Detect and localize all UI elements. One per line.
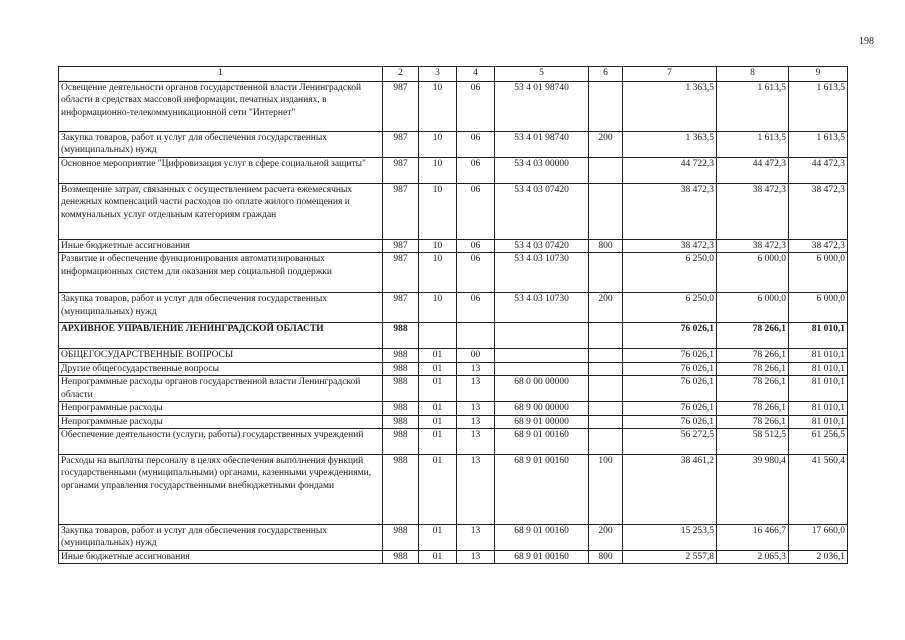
row-amount-cell: 81 010,1	[789, 349, 848, 362]
row-amount-cell: 38 472,3	[717, 184, 789, 240]
row-amount-cell: 38 472,3	[623, 184, 717, 240]
row-code-cell: 988	[383, 551, 419, 564]
column-header: 1	[59, 67, 383, 82]
table-row	[59, 415, 848, 428]
row-name-cell: Освещение деятельности органов государственной власти Ленинградской области в средствах массовой информации, печатных изданиях, в информационно-телекоммуникационной сети "Интернет"	[59, 82, 383, 132]
row-amount-cell: 17 660,0	[789, 525, 848, 551]
row-expense-type-cell	[589, 158, 623, 184]
row-subsection-cell: 13	[457, 376, 495, 402]
row-amount-cell: 6 250,0	[623, 253, 717, 293]
row-code-cell: 988	[383, 349, 419, 362]
table-row	[59, 158, 848, 184]
column-header: 5	[495, 67, 589, 82]
column-header: 4	[457, 67, 495, 82]
row-amount-cell: 78 266,1	[717, 402, 789, 415]
row-name-cell: Иные бюджетные ассигнования	[59, 551, 383, 564]
table-row	[59, 323, 848, 349]
row-amount-cell: 78 266,1	[717, 362, 789, 375]
row-amount-cell: 76 026,1	[623, 323, 717, 349]
table-row	[59, 184, 848, 240]
row-subsection-cell: 06	[457, 132, 495, 158]
row-section-cell: 10	[419, 132, 457, 158]
row-amount-cell: 38 472,3	[789, 184, 848, 240]
row-expense-type-cell	[589, 376, 623, 402]
row-target-code-cell: 53 4 01 98740	[495, 82, 589, 132]
row-subsection-cell: 13	[457, 429, 495, 455]
row-target-code-cell: 68 9 01 00160	[495, 525, 589, 551]
row-code-cell: 987	[383, 184, 419, 240]
table-row	[59, 82, 848, 132]
column-header: 3	[419, 67, 457, 82]
row-subsection-cell	[457, 323, 495, 349]
row-amount-cell: 1 613,5	[789, 82, 848, 132]
row-name-cell: АРХИВНОЕ УПРАВЛЕНИЕ ЛЕНИНГРАДСКОЙ ОБЛАСТИ	[59, 323, 383, 349]
row-section-cell: 01	[419, 362, 457, 375]
table-row	[59, 362, 848, 375]
table-row	[59, 525, 848, 551]
row-amount-cell: 6 000,0	[789, 293, 848, 323]
row-expense-type-cell	[589, 415, 623, 428]
row-expense-type-cell: 200	[589, 293, 623, 323]
row-section-cell: 10	[419, 82, 457, 132]
row-name-cell: Основное мероприятие "Цифровизация услуг в сфере социальной защиты"	[59, 158, 383, 184]
row-target-code-cell	[495, 349, 589, 362]
row-code-cell: 988	[383, 429, 419, 455]
row-amount-cell: 81 010,1	[789, 323, 848, 349]
row-subsection-cell: 06	[457, 82, 495, 132]
row-amount-cell: 58 512,5	[717, 429, 789, 455]
row-target-code-cell: 53 4 03 07420	[495, 184, 589, 240]
row-section-cell: 01	[419, 429, 457, 455]
column-header: 2	[383, 67, 419, 82]
row-code-cell: 988	[383, 525, 419, 551]
row-target-code-cell: 68 0 00 00000	[495, 376, 589, 402]
row-expense-type-cell	[589, 429, 623, 455]
table-row	[59, 240, 848, 253]
row-section-cell: 10	[419, 184, 457, 240]
row-amount-cell: 1 613,5	[717, 132, 789, 158]
row-amount-cell: 78 266,1	[717, 323, 789, 349]
row-expense-type-cell: 100	[589, 455, 623, 525]
row-subsection-cell: 06	[457, 184, 495, 240]
table-row	[59, 253, 848, 293]
row-section-cell: 01	[419, 402, 457, 415]
row-subsection-cell: 13	[457, 415, 495, 428]
row-subsection-cell: 13	[457, 551, 495, 564]
row-section-cell: 10	[419, 253, 457, 293]
row-amount-cell: 78 266,1	[717, 349, 789, 362]
row-amount-cell: 38 461,2	[623, 455, 717, 525]
row-amount-cell: 1 613,5	[789, 132, 848, 158]
row-section-cell: 01	[419, 349, 457, 362]
row-name-cell: Расходы на выплаты персоналу в целях обеспечения выполнения функций государственными (муниципальными) органами, казенными учреждениями, органами управления государственными внебюджетными фондами	[59, 455, 383, 525]
row-subsection-cell: 13	[457, 402, 495, 415]
row-expense-type-cell	[589, 323, 623, 349]
row-amount-cell: 1 363,5	[623, 82, 717, 132]
table-row	[59, 376, 848, 402]
table-row	[59, 349, 848, 362]
row-expense-type-cell	[589, 184, 623, 240]
row-target-code-cell	[495, 323, 589, 349]
row-expense-type-cell	[589, 362, 623, 375]
row-amount-cell: 81 010,1	[789, 402, 848, 415]
row-target-code-cell	[495, 362, 589, 375]
row-amount-cell: 44 472,3	[789, 158, 848, 184]
row-name-cell: Закупка товаров, работ и услуг для обеспечения государственных (муниципальных) нужд	[59, 293, 383, 323]
row-subsection-cell: 06	[457, 158, 495, 184]
row-amount-cell: 1 363,5	[623, 132, 717, 158]
row-target-code-cell: 53 4 03 07420	[495, 240, 589, 253]
row-expense-type-cell	[589, 402, 623, 415]
row-amount-cell: 76 026,1	[623, 402, 717, 415]
row-code-cell: 987	[383, 253, 419, 293]
row-section-cell: 01	[419, 455, 457, 525]
column-header: 6	[589, 67, 623, 82]
row-amount-cell: 38 472,3	[623, 240, 717, 253]
row-amount-cell: 44 722,3	[623, 158, 717, 184]
row-amount-cell: 78 266,1	[717, 415, 789, 428]
row-subsection-cell: 00	[457, 349, 495, 362]
row-expense-type-cell: 200	[589, 132, 623, 158]
row-section-cell: 01	[419, 551, 457, 564]
row-code-cell: 988	[383, 415, 419, 428]
row-code-cell: 987	[383, 293, 419, 323]
row-section-cell	[419, 323, 457, 349]
row-amount-cell: 6 000,0	[717, 293, 789, 323]
row-amount-cell: 56 272,5	[623, 429, 717, 455]
row-code-cell: 988	[383, 402, 419, 415]
row-name-cell: ОБЩЕГОСУДАРСТВЕННЫЕ ВОПРОСЫ	[59, 349, 383, 362]
row-target-code-cell: 53 4 03 00000	[495, 158, 589, 184]
table-header-row	[59, 67, 848, 82]
row-amount-cell: 81 010,1	[789, 415, 848, 428]
column-header: 8	[717, 67, 789, 82]
row-amount-cell: 76 026,1	[623, 362, 717, 375]
row-target-code-cell: 68 9 01 00160	[495, 551, 589, 564]
row-amount-cell: 76 026,1	[623, 376, 717, 402]
row-target-code-cell: 68 9 01 00000	[495, 415, 589, 428]
row-amount-cell: 6 000,0	[789, 253, 848, 293]
row-subsection-cell: 06	[457, 253, 495, 293]
row-amount-cell: 61 256,5	[789, 429, 848, 455]
table-row	[59, 429, 848, 455]
row-target-code-cell: 53 4 03 10730	[495, 293, 589, 323]
table-row	[59, 293, 848, 323]
row-name-cell: Иные бюджетные ассигнования	[59, 240, 383, 253]
row-amount-cell: 15 253,5	[623, 525, 717, 551]
row-subsection-cell: 06	[457, 240, 495, 253]
column-header: 9	[789, 67, 848, 82]
row-name-cell: Непрограммные расходы органов государственной власти Ленинградской области	[59, 376, 383, 402]
row-section-cell: 10	[419, 158, 457, 184]
row-subsection-cell: 06	[457, 293, 495, 323]
row-section-cell: 01	[419, 415, 457, 428]
row-amount-cell: 44 472,3	[717, 158, 789, 184]
row-amount-cell: 38 472,3	[717, 240, 789, 253]
row-amount-cell: 41 560,4	[789, 455, 848, 525]
row-amount-cell: 81 010,1	[789, 362, 848, 375]
budget-table	[58, 66, 848, 564]
row-name-cell: Непрограммные расходы	[59, 402, 383, 415]
row-code-cell: 987	[383, 82, 419, 132]
column-header: 7	[623, 67, 717, 82]
row-target-code-cell: 68 9 00 00000	[495, 402, 589, 415]
row-section-cell: 01	[419, 376, 457, 402]
row-amount-cell: 6 000,0	[717, 253, 789, 293]
row-name-cell: Развитие и обеспечение функционирования автоматизированных информационных систем для оказания мер социальной поддержки	[59, 253, 383, 293]
row-code-cell: 987	[383, 240, 419, 253]
row-subsection-cell: 13	[457, 525, 495, 551]
row-code-cell: 987	[383, 132, 419, 158]
row-amount-cell: 39 980,4	[717, 455, 789, 525]
row-amount-cell: 76 026,1	[623, 415, 717, 428]
row-section-cell: 10	[419, 240, 457, 253]
table-row	[59, 402, 848, 415]
row-amount-cell: 81 010,1	[789, 376, 848, 402]
row-name-cell: Непрограммные расходы	[59, 415, 383, 428]
table-row	[59, 132, 848, 158]
row-subsection-cell: 13	[457, 362, 495, 375]
row-name-cell: Другие общегосударственные вопросы	[59, 362, 383, 375]
row-target-code-cell: 68 9 01 00160	[495, 429, 589, 455]
row-code-cell: 988	[383, 376, 419, 402]
row-expense-type-cell: 200	[589, 525, 623, 551]
row-amount-cell: 38 472,3	[789, 240, 848, 253]
row-target-code-cell: 53 4 01 98740	[495, 132, 589, 158]
row-code-cell: 988	[383, 455, 419, 525]
row-amount-cell: 2 557,8	[623, 551, 717, 564]
table-body	[59, 82, 848, 564]
row-code-cell: 988	[383, 362, 419, 375]
row-name-cell: Возмещение затрат, связанных с осуществлением расчета ежемесячных денежных компенсаций части расходов по оплате жилого помещения и коммунальных услуг отдельным категориям граждан	[59, 184, 383, 240]
row-amount-cell: 78 266,1	[717, 376, 789, 402]
row-target-code-cell: 68 9 01 00160	[495, 455, 589, 525]
row-amount-cell: 76 026,1	[623, 349, 717, 362]
row-section-cell: 01	[419, 525, 457, 551]
row-name-cell: Закупка товаров, работ и услуг для обеспечения государственных (муниципальных) нужд	[59, 132, 383, 158]
row-amount-cell: 1 613,5	[717, 82, 789, 132]
table-row	[59, 455, 848, 525]
row-name-cell: Закупка товаров, работ и услуг для обеспечения государственных (муниципальных) нужд	[59, 525, 383, 551]
page-number: 198	[859, 36, 874, 47]
row-subsection-cell: 13	[457, 455, 495, 525]
row-amount-cell: 2 036,1	[789, 551, 848, 564]
row-expense-type-cell	[589, 349, 623, 362]
row-code-cell: 988	[383, 323, 419, 349]
row-target-code-cell: 53 4 03 10730	[495, 253, 589, 293]
row-expense-type-cell: 800	[589, 240, 623, 253]
row-expense-type-cell: 800	[589, 551, 623, 564]
row-name-cell: Обеспечение деятельности (услуги, работы) государственных учреждений	[59, 429, 383, 455]
row-expense-type-cell	[589, 82, 623, 132]
row-amount-cell: 2 065,3	[717, 551, 789, 564]
row-amount-cell: 16 466,7	[717, 525, 789, 551]
table-row	[59, 551, 848, 564]
row-section-cell: 10	[419, 293, 457, 323]
row-amount-cell: 6 250,0	[623, 293, 717, 323]
row-code-cell: 987	[383, 158, 419, 184]
row-expense-type-cell	[589, 253, 623, 293]
